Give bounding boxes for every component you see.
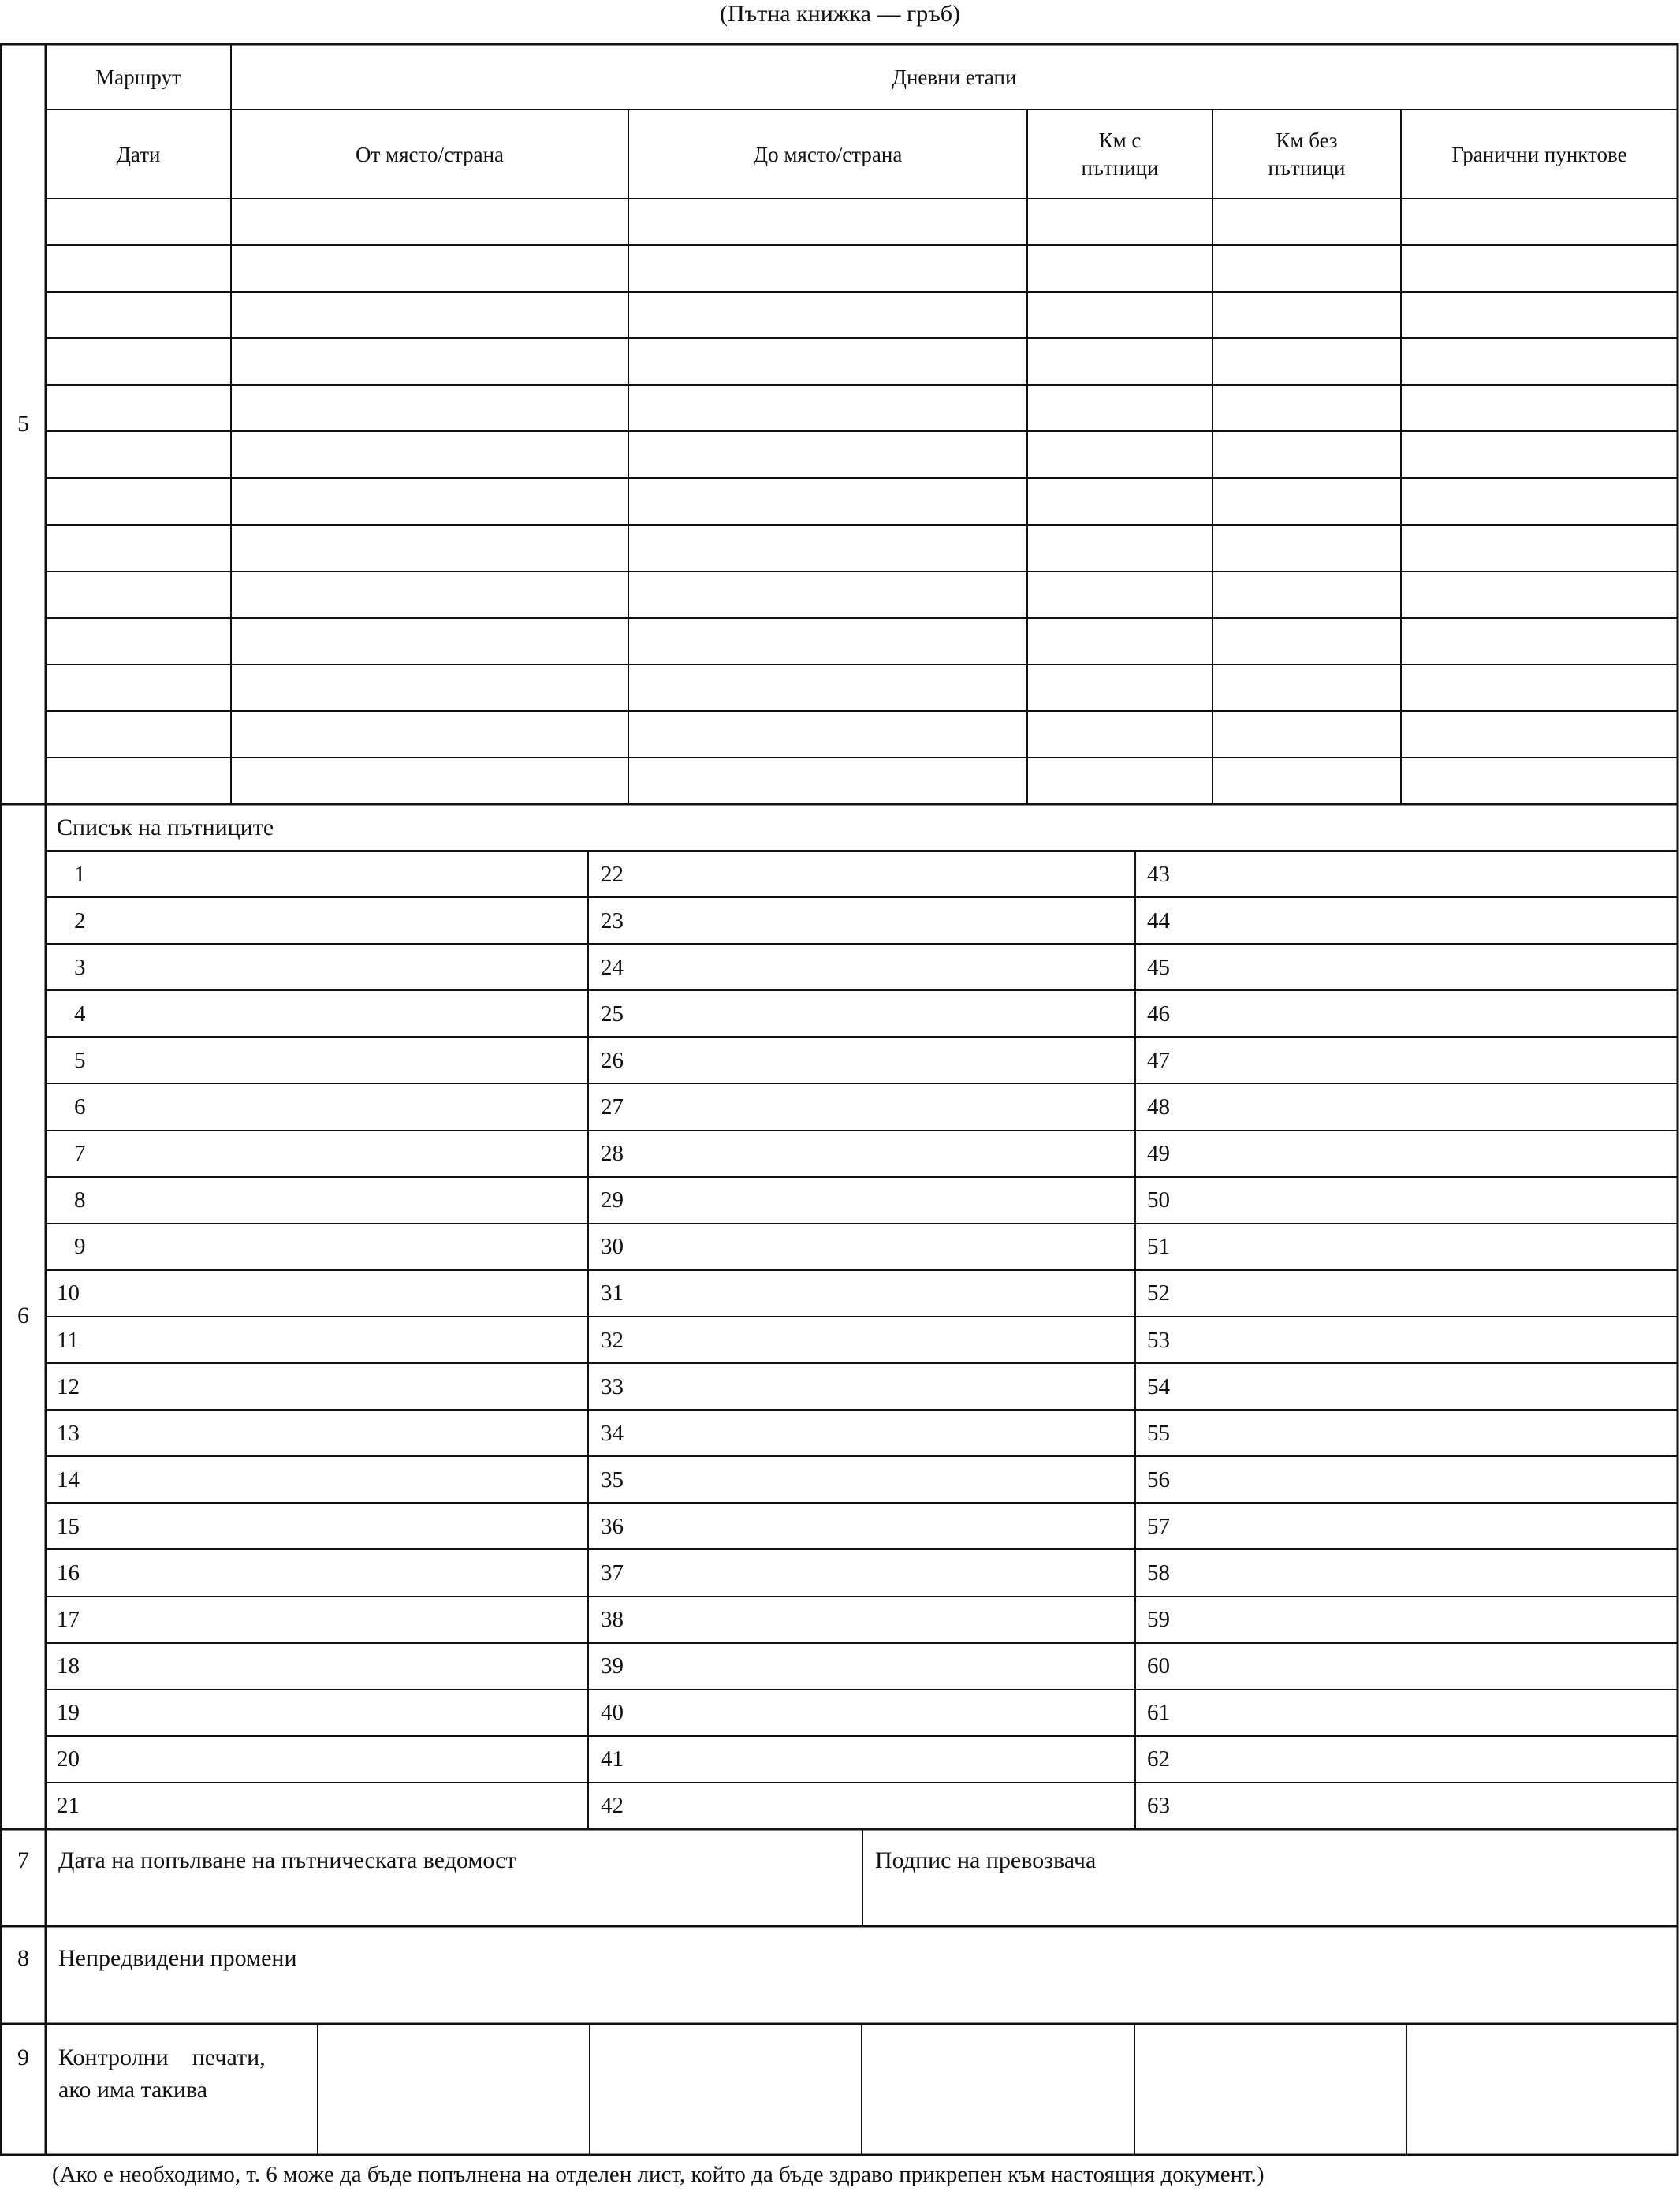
- passenger-number-col1: 20: [57, 1746, 80, 1772]
- passenger-number-col2: 37: [601, 1560, 624, 1586]
- passenger-number-col3: 47: [1147, 1048, 1170, 1073]
- passenger-number-col1: 3: [74, 955, 86, 980]
- passenger-number-col1: 21: [57, 1793, 80, 1818]
- passenger-number-col2: 26: [601, 1048, 624, 1073]
- passenger-number-col3: 55: [1147, 1421, 1170, 1446]
- control-stamps-label-line1: Контролни печати,: [58, 2044, 266, 2070]
- passenger-number-col2: 24: [601, 955, 624, 980]
- passenger-number-col2: 27: [601, 1094, 624, 1120]
- section-5-number: 5: [17, 411, 29, 437]
- passenger-number-col2: 23: [601, 908, 624, 934]
- passenger-number-col1: 16: [57, 1560, 80, 1586]
- passenger-number-col3: 43: [1147, 862, 1170, 887]
- passenger-number-col2: 40: [601, 1700, 624, 1725]
- passenger-number-col3: 44: [1147, 908, 1170, 934]
- footnote: (Ако е необходимо, т. 6 може да бъде попълнена на отделен лист, който да бъде здраво прикрепен към настоящия документ.): [52, 2162, 1265, 2187]
- completion-date-label: Дата на попълване на пътническата ведомост: [58, 1847, 516, 1873]
- passenger-number-col1: 10: [57, 1280, 80, 1306]
- control-stamps-label-line2: ако има такива: [58, 2077, 208, 2103]
- passenger-number-col3: 52: [1147, 1280, 1170, 1306]
- passenger-number-col3: 53: [1147, 1328, 1170, 1353]
- passenger-number-col3: 58: [1147, 1560, 1170, 1586]
- outer-frame: [1, 44, 1678, 2155]
- unforeseen-changes-label: Непредвидени промени: [58, 1945, 297, 1971]
- passenger-number-col2: 34: [601, 1421, 624, 1446]
- passenger-number-col2: 25: [601, 1001, 624, 1027]
- km-with-passengers-header-line2: пътници: [1081, 156, 1159, 180]
- passenger-number-col3: 46: [1147, 1001, 1170, 1027]
- passenger-number-col1: 15: [57, 1514, 80, 1539]
- passenger-number-col1: 11: [57, 1328, 79, 1353]
- passenger-number-col3: 49: [1147, 1141, 1170, 1166]
- passenger-number-col3: 61: [1147, 1700, 1170, 1725]
- section-7-number: 7: [17, 1847, 29, 1873]
- dates-column-header: Дати: [116, 143, 161, 166]
- passenger-number-col1: 19: [57, 1700, 80, 1725]
- passenger-number-col3: 54: [1147, 1374, 1170, 1399]
- passenger-number-col1: 14: [57, 1467, 80, 1493]
- passenger-number-col3: 50: [1147, 1187, 1170, 1213]
- km-without-passengers-header-line1: Км без: [1276, 129, 1338, 152]
- passenger-number-col1: 12: [57, 1374, 80, 1399]
- passenger-number-col2: 42: [601, 1793, 624, 1818]
- passenger-number-col3: 63: [1147, 1793, 1170, 1818]
- page-header: (Пътна книжка — гръб): [719, 1, 961, 27]
- passenger-number-col2: 39: [601, 1653, 624, 1679]
- section-8-number: 8: [17, 1945, 29, 1971]
- passenger-number-col1: 5: [74, 1048, 86, 1073]
- passenger-number-col2: 22: [601, 862, 624, 887]
- passenger-number-col1: 6: [74, 1094, 86, 1120]
- passenger-number-col1: 18: [57, 1653, 80, 1679]
- passenger-number-col2: 31: [601, 1280, 624, 1306]
- passenger-number-col1: 9: [74, 1234, 86, 1259]
- passenger-number-col1: 8: [74, 1187, 86, 1213]
- section-6-number: 6: [17, 1302, 29, 1329]
- passenger-list-title: Списък на пътниците: [57, 814, 274, 840]
- passenger-number-col3: 56: [1147, 1467, 1170, 1493]
- passenger-number-col3: 62: [1147, 1746, 1170, 1772]
- passenger-number-col1: 7: [74, 1141, 86, 1166]
- passenger-number-col2: 32: [601, 1328, 624, 1353]
- passenger-number-col1: 4: [74, 1001, 86, 1027]
- section-9-number: 9: [17, 2044, 29, 2070]
- passenger-number-col1: 1: [74, 862, 86, 887]
- from-column-header: От място/страна: [355, 143, 504, 166]
- passenger-number-col3: 45: [1147, 955, 1170, 980]
- km-without-passengers-header-line2: пътници: [1268, 156, 1346, 180]
- border-points-header: Гранични пунктове: [1451, 143, 1627, 166]
- passenger-number-col3: 57: [1147, 1514, 1170, 1539]
- passenger-number-col3: 48: [1147, 1094, 1170, 1120]
- passenger-number-col3: 60: [1147, 1653, 1170, 1679]
- route-label: Маршрут: [95, 65, 181, 89]
- passenger-number-col1: 17: [57, 1607, 80, 1632]
- passenger-number-col2: 29: [601, 1187, 624, 1213]
- passenger-number-col3: 59: [1147, 1607, 1170, 1632]
- passenger-number-col2: 30: [601, 1234, 624, 1259]
- passenger-number-col2: 38: [601, 1607, 624, 1632]
- passenger-number-col2: 41: [601, 1746, 624, 1772]
- km-with-passengers-header-line1: Км с: [1098, 129, 1142, 152]
- passenger-number-col3: 51: [1147, 1234, 1170, 1259]
- passenger-number-col1: 2: [74, 908, 86, 934]
- passenger-number-col2: 36: [601, 1514, 624, 1539]
- carrier-signature-label: Подпис на превозвача: [875, 1847, 1097, 1873]
- daily-stages-label: Дневни етапи: [892, 65, 1017, 89]
- passenger-number-col2: 33: [601, 1374, 624, 1399]
- to-column-header: До място/страна: [753, 143, 903, 166]
- passenger-number-col2: 28: [601, 1141, 624, 1166]
- passenger-number-col1: 13: [57, 1421, 80, 1446]
- passenger-number-col2: 35: [601, 1467, 624, 1493]
